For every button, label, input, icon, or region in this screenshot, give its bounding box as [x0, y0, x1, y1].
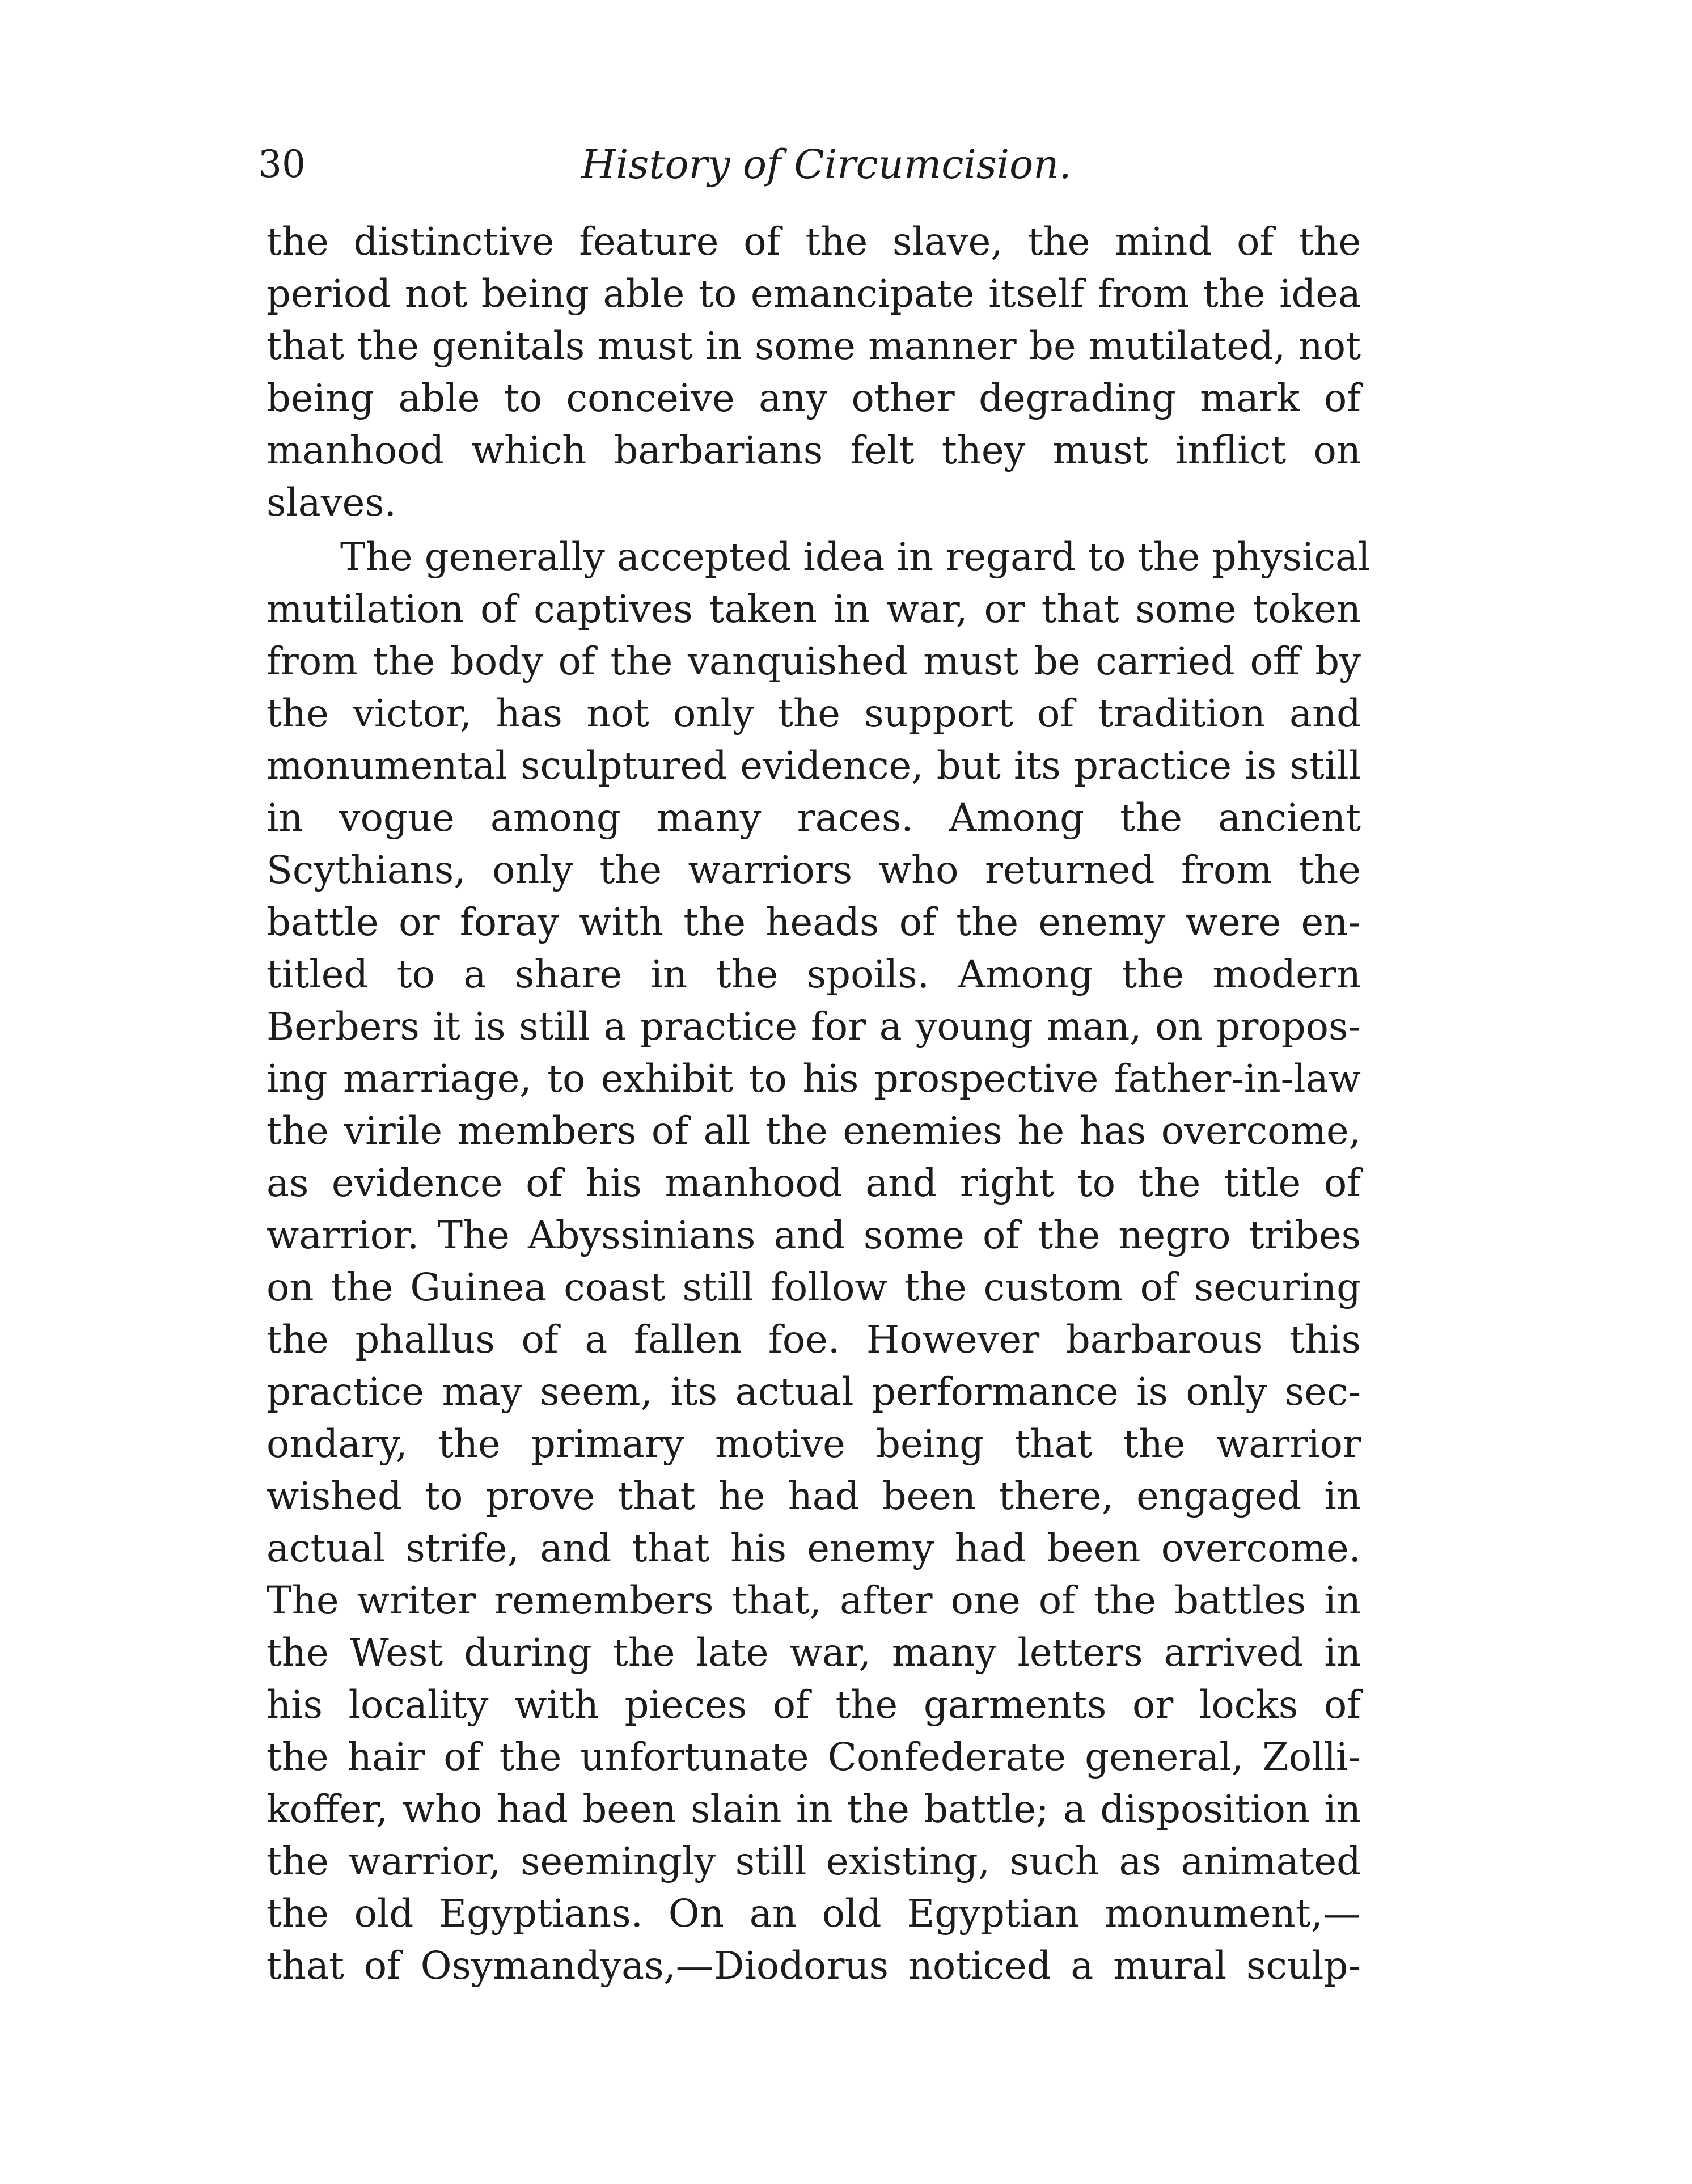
text-line: monumental sculptured evidence, but its practice is still [267, 744, 1361, 788]
text-line: on the Guinea coast still follow the custom of securing [267, 1265, 1361, 1309]
text-line: the distinctive feature of the slave, the mind of the [267, 219, 1361, 264]
text-line: from the body of the vanquished must be carried off by [267, 639, 1361, 683]
text-line: The writer remembers that, after one of the battles in [267, 1578, 1361, 1623]
text-line: that of Osymandyas,—Diodorus noticed a mural sculp- [267, 1944, 1361, 1988]
text-line: mutilation of captives taken in war, or that some token [267, 587, 1361, 631]
text-line: the warrior, seemingly still existing, such as animated [267, 1839, 1361, 1883]
text-line: practice may seem, its actual performance is only sec- [267, 1370, 1361, 1414]
text-line: ing marriage, to exhibit to his prospective father-in-law [267, 1057, 1361, 1101]
text-line: The generally accepted idea in regard to the physical [340, 535, 1370, 579]
text-line: battle or foray with the heads of the enemy were en- [267, 900, 1361, 944]
text-line: slaves. [267, 480, 396, 525]
running-title: History of Circumcision. [581, 141, 1072, 188]
text-line: Scythians, only the warriors who returned from the [267, 848, 1361, 892]
page-number: 30 [258, 142, 306, 186]
text-line: manhood which barbarians felt they must inflict on [267, 428, 1361, 472]
paragraph-2 [267, 531, 1370, 1992]
text-line: warrior. The Abyssinians and some of the negro tribes [267, 1213, 1361, 1257]
text-line: titled to a share in the spoils. Among the modern [267, 952, 1361, 996]
text-line: that the genitals must in some manner be mutilated, not [267, 324, 1361, 368]
text-line: actual strife, and that his enemy had been overcome. [267, 1526, 1361, 1570]
text-line: period not being able to emancipate itself from the idea [267, 272, 1361, 316]
page-header [258, 133, 1364, 196]
text-line: the virile members of all the enemies he has overcome, [267, 1109, 1361, 1153]
text-line: the phallus of a fallen foe. However barbarous this [267, 1317, 1361, 1362]
text-line: the West during the late war, many letters arrived in [267, 1630, 1361, 1675]
body-text [267, 216, 1370, 1992]
text-line: the hair of the unfortunate Confederate general, Zolli- [267, 1735, 1361, 1779]
text-line: Berbers it is still a practice for a young man, on propos- [267, 1004, 1361, 1049]
paragraph-1 [267, 216, 1361, 529]
text-line: koffer, who had been slain in the battle; a disposition in [267, 1787, 1361, 1831]
text-line: the victor, has not only the support of tradition and [267, 691, 1361, 736]
text-line: wished to prove that he had been there, engaged in [267, 1474, 1361, 1518]
text-line: as evidence of his manhood and right to the title of [267, 1161, 1361, 1205]
text-line: in vogue among many races. Among the ancient [267, 796, 1361, 840]
text-line: ondary, the primary motive being that the warrior [267, 1422, 1361, 1466]
text-line: the old Egyptians. On an old Egyptian monument,— [267, 1891, 1361, 1936]
text-line: his locality with pieces of the garments or locks of [267, 1683, 1361, 1727]
text-line: being able to conceive any other degrading mark of [267, 376, 1361, 420]
